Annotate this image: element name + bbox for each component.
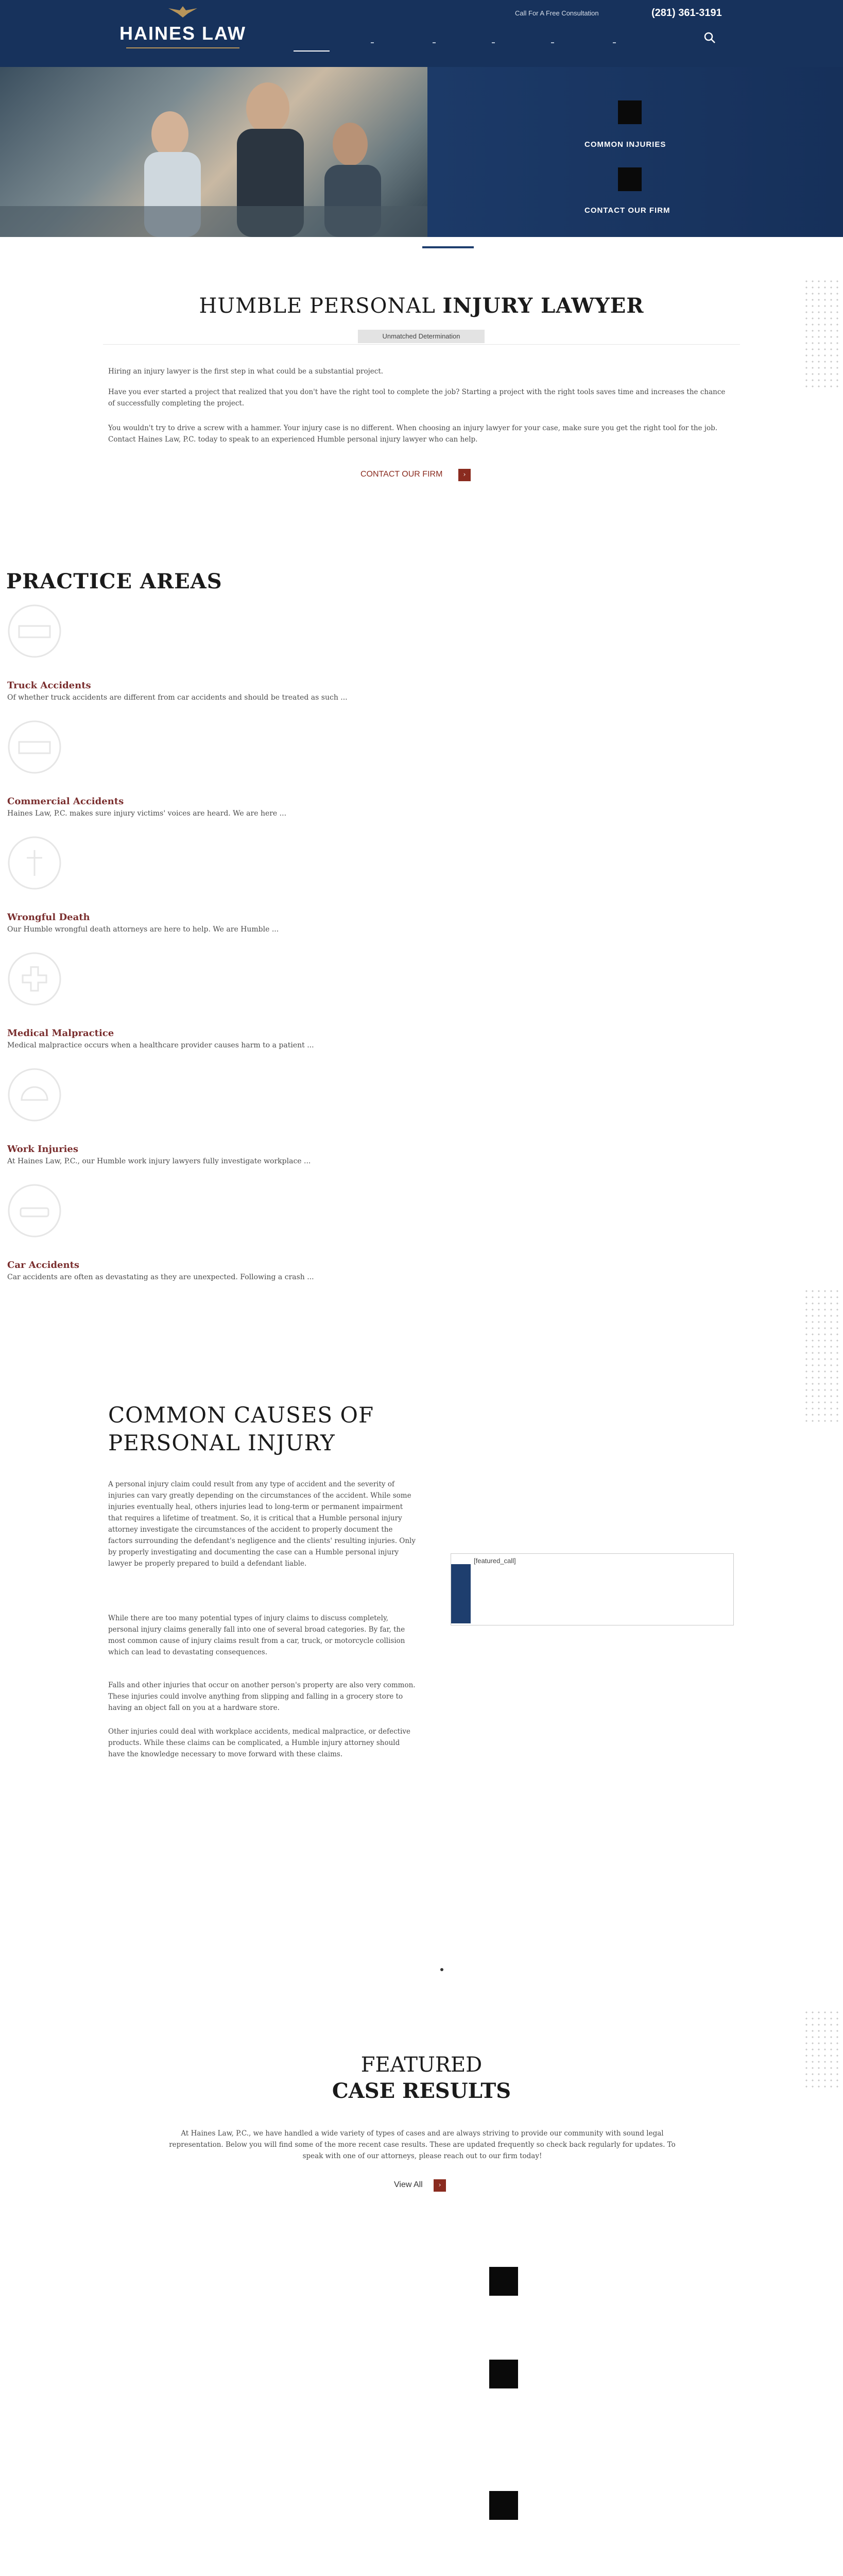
practice-areas-title: PRACTICE AREAS <box>6 569 222 594</box>
nav-item-3[interactable] <box>433 36 453 49</box>
practice-area-desc: At Haines Law, P.C., our Humble work injury lawyers fully investigate workplace ... <box>7 1157 311 1165</box>
case-results-view-all[interactable]: View All <box>394 2180 423 2189</box>
common-causes-title-line: COMMON CAUSES OF <box>108 1402 374 1428</box>
decorative-dot-grid <box>803 1288 839 1422</box>
nav-item-6[interactable] <box>613 36 633 49</box>
case-results-title: CASE RESULTS <box>332 2079 511 2103</box>
practice-area-desc: Our Humble wrongful death attorneys are here to help. We are Humble ... <box>7 925 279 934</box>
contact-firm-link[interactable]: CONTACT OUR FIRM <box>360 470 443 479</box>
hero-square-icon <box>618 167 642 191</box>
practice-area-work-injuries[interactable] <box>0 1066 843 1170</box>
case-result-card[interactable] <box>489 2267 518 2296</box>
common-causes-paragraph: Other injuries could deal with workplace accidents, medical malpractice, or defective products. While these claims can be complicated, a Humble injury attorney should have the knowledge necessary to move forward with these claims. <box>108 1727 411 1758</box>
hero-link-common-injuries[interactable]: COMMON INJURIES <box>584 140 666 149</box>
header-phone-link[interactable]: (281) 361-3191 <box>651 7 722 19</box>
common-causes-paragraph: Falls and other injuries that occur on another person's property are also very common. These injuries could involve anything from slipping and falling in a grocery store to having an object fall on you at a hardware store. <box>108 1681 416 1712</box>
hero-panel <box>427 67 843 237</box>
practice-area-name[interactable]: Truck Accidents <box>7 680 91 691</box>
practice-area-name[interactable]: Wrongful Death <box>7 912 90 923</box>
wrongful-death-icon <box>6 835 63 891</box>
nav-dot <box>371 42 374 43</box>
intro-paragraph: You wouldn't try to drive a screw with a hammer. Your injury case is no different. When choosing an injury lawyer for your case, make sure you get the right tool for the job. Contact Haines Law, P.C. today to speak to an experienced Humble personal injury lawyer who can help. <box>108 424 718 444</box>
featured-title: FEATURED <box>360 2053 483 2077</box>
practice-area-desc: Of whether truck accidents are different from car accidents and should be treated as such ... <box>7 693 348 702</box>
intro-section <box>0 263 843 520</box>
nav-item-1[interactable] <box>294 36 330 49</box>
logo[interactable] <box>111 0 255 52</box>
nav-item-4[interactable] <box>492 36 512 49</box>
practice-area-desc: Haines Law, P.C. makes sure injury victims' voices are heard. We are here ... <box>7 809 287 818</box>
hero-link-contact-firm[interactable]: CONTACT OUR FIRM <box>584 206 670 215</box>
free-consultation-text: Call For A Free Consultation <box>515 9 599 17</box>
arrow-right-icon[interactable]: › <box>458 469 471 481</box>
main-nav <box>294 36 757 49</box>
logo-rule <box>126 47 239 48</box>
divider <box>103 344 740 345</box>
featured-call-label: [featured_call] <box>474 1557 516 1565</box>
logo-wordmark: HAINES LAW <box>119 23 246 44</box>
nav-dot <box>433 42 436 43</box>
practice-area-name[interactable]: Medical Malpractice <box>7 1028 114 1039</box>
practice-area-name[interactable]: Work Injuries <box>7 1144 78 1155</box>
intro-title <box>103 294 740 318</box>
case-result-card[interactable] <box>489 2360 518 2388</box>
medical-icon <box>6 951 63 1007</box>
decorative-dot-grid <box>803 278 839 392</box>
case-result-card[interactable] <box>489 2491 518 2520</box>
hero-office-image <box>0 67 427 237</box>
arrow-right-icon[interactable]: › <box>434 2179 446 2192</box>
practice-area-wrongful-death[interactable] <box>0 835 843 938</box>
practice-area-desc: Medical malpractice occurs when a healthcare provider causes harm to a patient ... <box>7 1041 314 1049</box>
car-icon <box>6 1182 63 1239</box>
practice-area-desc: Car accidents are often as devastating as they are unexpected. Following a crash ... <box>7 1273 314 1281</box>
hero-banner <box>0 67 843 237</box>
intro-paragraph: Have you ever started a project that realized that you don't have the right tool to complete the job? Starting a project with the right tools saves time and increases the chance of successfully completing the project. <box>108 388 726 408</box>
search-icon[interactable] <box>703 31 716 44</box>
practice-area-name[interactable]: Car Accidents <box>7 1260 80 1270</box>
truck-icon <box>6 603 63 659</box>
case-results-desc: At Haines Law, P.C., we have handled a wide variety of types of cases and are always striving to provide our community with sound legal representation. Below you will find some of the more recent case results. These are updated frequently so check back regularly for updates. To speak with one of our attorneys, please reach out to our firm today! <box>169 2129 676 2160</box>
site-header <box>0 0 843 67</box>
common-causes-paragraph: A personal injury claim could result from any type of accident and the severity of injuries can vary greatly depending on the circumstances of the accident. While some injuries eventually heal, others injuries lead to long-term or permanent impairment that requires a lifetime of treatment. So, it is critical that a Humble personal injury attorney investigate the circumstances of the accident to properly document the factors surrounding the defendant's negligence and the clients' resulting injuries. Only by properly investigating and documenting the case can a Humble personal injury lawyer be properly prepared to build a defendant liable. <box>108 1480 416 1568</box>
commercial-vehicle-icon <box>6 719 63 775</box>
hard-hat-icon <box>6 1066 63 1123</box>
practice-area-truck-accidents[interactable] <box>0 603 843 706</box>
practice-area-car-accidents[interactable] <box>0 1182 843 1285</box>
practice-area-medical-malpractice[interactable] <box>0 951 843 1054</box>
nav-dot <box>492 42 495 43</box>
common-causes-paragraph: While there are too many potential types of injury claims to discuss completely, personal injury claims generally fall into one of several broad categories. By far, the most common cause of injury claims result from a car, truck, or motorcycle collision which can lead to devastating consequences. <box>108 1614 405 1656</box>
intro-paragraph: Hiring an injury lawyer is the first step in what could be a substantial project. <box>108 367 384 376</box>
nav-dot <box>613 42 616 43</box>
nav-dot <box>551 42 554 43</box>
featured-call-accent <box>451 1564 471 1623</box>
slider-dot[interactable] <box>440 1968 443 1971</box>
practice-area-commercial-accidents[interactable] <box>0 719 843 822</box>
common-causes-title-line: PERSONAL INJURY <box>108 1430 335 1455</box>
eagle-emblem-icon <box>167 4 198 20</box>
intro-title-normal: HUMBLE PERSONAL <box>199 294 443 318</box>
hero-slide-indicator <box>422 246 474 248</box>
featured-call-box[interactable] <box>451 1553 734 1625</box>
hero-square-icon <box>618 100 642 124</box>
nav-item-5[interactable] <box>551 36 572 49</box>
hero-photo <box>0 67 427 237</box>
intro-badge: Unmatched Determination <box>358 330 485 343</box>
nav-item-2[interactable] <box>371 36 391 49</box>
intro-title-bold: INJURY LAWYER <box>442 294 644 318</box>
common-causes-title <box>108 1401 397 1457</box>
practice-area-name[interactable]: Commercial Accidents <box>7 796 124 807</box>
nav-active-indicator <box>294 50 330 52</box>
